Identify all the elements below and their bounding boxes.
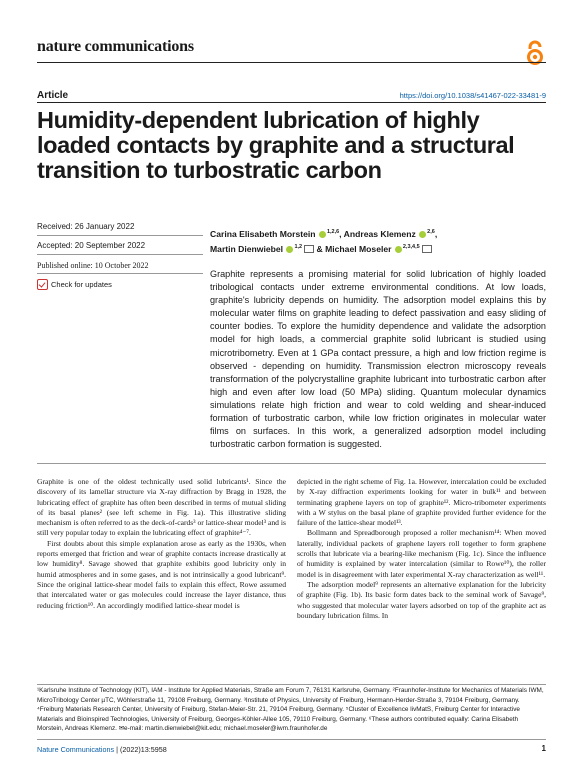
header-rule	[37, 62, 546, 63]
body-paragraph: The adsorption model⁹ represents an alternative explanation for the lubricity of graphite (Fig. 1b). Its basic form dates back to the seminal work of Savage⁹, who suggested that molecular water layers adsorbed on top of the graphite act as boundary lubrication films. In	[297, 579, 546, 620]
body-paragraph: depicted in the right scheme of Fig. 1a. However, intercalation could be excluded by X-ray diffraction experiments looking for water in bulk¹¹ and between terminating graphene layers on top of graphite¹². Micro-tribometer experiments with a W stylus on the basal plane of graphite provided further evidence for the failure of the lattice-shear model¹³.	[297, 477, 546, 528]
body-paragraph: First doubts about this simple explanation arose as early as the 1930s, when reports emerged that friction and wear of graphite contacts increase drastically at low humidity⁸. Savage showed that graphite exhibits good lubricity only in humid atmospheres and in some gases, and is not intrinsically a good lubricant⁹. Since the original lattice-shear model fails to explain this effect, Rowe assumed that intercalated water or gas molecules could increase the layer distance, thus reducing friction¹⁰. An accordingly modified lattice-shear model is	[37, 538, 286, 610]
meta-divider	[37, 235, 203, 236]
author-name[interactable]: Andreas Klemenz	[343, 228, 416, 239]
published-date: Published online: 10 October 2022	[37, 261, 149, 270]
doi-link[interactable]: https://doi.org/10.1038/s41467-022-33481-9	[399, 91, 546, 100]
orcid-icon[interactable]	[395, 246, 402, 253]
mail-icon[interactable]	[304, 245, 314, 253]
footer-volume: | (2022)13:5958	[114, 745, 167, 754]
body-paragraph: Graphite is one of the oldest technically used solid lubricants¹. Since the discovery of its lamellar structure via X-ray diffraction by Bragg in 1928, the lubricating effect of graphite has often been described in terms of mutual sliding of its basal planes² (see left scheme in Fig. 1a). This illustrative sliding mechanism is often referred to as the deck-of-cards³ or lattice-shear model³ and is still very popular today to explain the lubricating effect of graphite⁴⁻⁷.	[37, 477, 286, 538]
journal-name: nature communications	[37, 38, 194, 55]
check-for-updates-button[interactable]	[37, 279, 112, 290]
author-affiliation: 2,3,4,5	[402, 243, 420, 250]
author-affiliation: 2,6	[427, 229, 435, 235]
orcid-icon[interactable]	[419, 231, 426, 238]
article-title: Humidity-dependent lubrication of highly loaded contacts by graphite and a structural transition to turbostratic carbon	[37, 107, 515, 183]
check-updates-label: Check for updates	[51, 280, 112, 289]
author-affiliation: 1,2,6	[326, 229, 340, 235]
footer-journal[interactable]: Nature Communications	[37, 745, 115, 754]
title-rule	[37, 102, 546, 103]
orcid-icon[interactable]	[319, 231, 326, 238]
received-date: Received: 26 January 2022	[37, 222, 135, 231]
page-number: 1	[541, 744, 546, 753]
mail-icon[interactable]	[422, 245, 432, 253]
author-name[interactable]: Carina Elisabeth Morstein	[210, 228, 316, 239]
accepted-date: Accepted: 20 September 2022	[37, 241, 146, 250]
footer-citation	[37, 745, 167, 754]
body-paragraph: Bollmann and Spreadborough proposed a roller mechanism¹⁴: When moved laterally, individual packets of graphene layers roll together to form graphene scrolls that lubricate via a bearing-like mechanism (Fig. 1c). Since the influence of humidity is explained by water intercalation (similar to Rowe¹⁰), the roller model is in disagreement with later experimental X-ray characterization as well¹¹.	[297, 528, 546, 579]
abstract-rule	[37, 463, 546, 464]
check-updates-icon	[37, 279, 48, 290]
author-name[interactable]: Martin Dienwiebel	[210, 243, 284, 254]
author-list: Carina Elisabeth Morstein $^{1,2,6}$, Andreas Klemenz $^{2,6}$, Martin Dienwiebel $^{1,2}$ & Michael Moseler $^{2,3,4,5}$	[210, 228, 438, 254]
footnote-rule	[37, 684, 546, 685]
body-column-right	[297, 477, 546, 621]
meta-divider	[37, 254, 203, 255]
author-affiliation: 1,2	[294, 243, 303, 250]
orcid-icon[interactable]	[286, 246, 293, 253]
meta-divider	[37, 273, 203, 274]
author-name[interactable]: Michael Moseler	[325, 243, 392, 254]
article-type: Article	[37, 90, 69, 101]
affiliation-footnotes: ¹Karlsruhe Institute of Technology (KIT), IAM - Institute for Applied Materials, Straße am Forum 7, 76131 Karlsruhe, Germany. ²Fraunhofer-Institute for Mechanics of Materials IWM, MicroTribology Center µTC, Wöhlerstraße 11, 79108 Freiburg, Germany. ³Institute of Physics, University of Freiburg, Hermann-Herder-Straße 3, 79104 Freiburg, Germany. ⁴Freiburg Materials Research Center, University of Freiburg, Stefan-Meier-Str. 21, 79104 Freiburg, Germany. ⁵Cluster of Excellence livMatS, Freiburg Center for Interactive Materials and Bioinspired Technologies, University of Freiburg, Georges-Köhler-Allee 105, 79110 Freiburg, Germany. ⁶These authors contributed equally: Carina Elisabeth Morstein, Andreas Klemenz. ✉e-mail: martin.dienwiebel@kit.edu; michael.moseler@iwm.fraunhofer.de	[37, 687, 544, 733]
body-column-left	[37, 477, 286, 611]
footer-rule	[37, 739, 546, 740]
abstract: Graphite represents a promising material for solid lubrication of highly loaded tribological contacts under extreme environmental conditions. At low loads, graphite's lubricity depends on humidity. The adsorption model explains this by molecular water films on graphite leading to defect passivation and easy sliding of counter bodies. To explore the humidity dependence and validate the adsorption model for high loads, a commercial graphite solid lubricant is studied using microtribometry. Even at 1 GPa contact pressure, a high and low friction regime is observed - depending on humidity. Transmission electron microscopy reveals transformation of the polycrystalline graphite lubricant into turbostratic carbon after high and even after low load (50 MPa) sliding. Quantum molecular dynamics simulations relate high friction and wear to cold welding and shear-induced formation of turbostratic carbon, while low friction originates in molecular water films on surfaces. In this work, a generalized adsorption model including turbostratic carbon formation is suggested.	[210, 269, 546, 450]
